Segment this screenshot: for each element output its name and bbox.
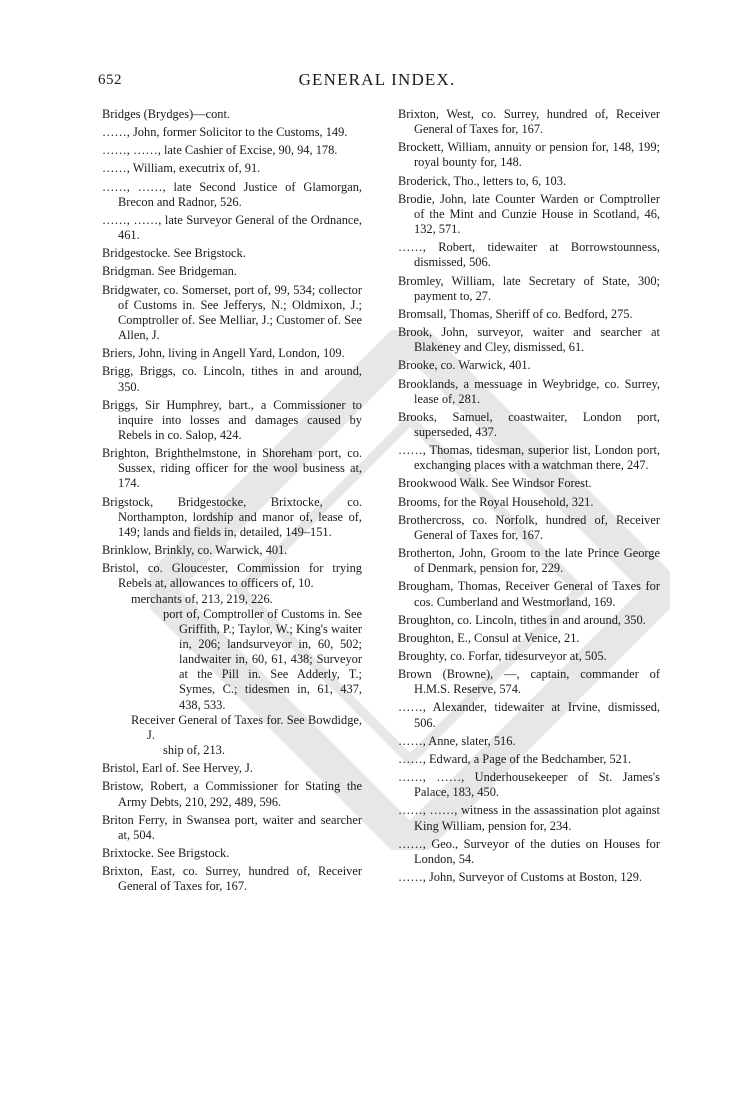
index-column-left: [102, 107, 362, 895]
index-entry: Briers, John, living in Angell Yard, London, 109.: [102, 346, 345, 361]
index-entry: ……, Alexander, tidewaiter at Irvine, dismissed, 506.: [398, 700, 660, 730]
index-entry: Bristol, co. Gloucester, Commission for trying Rebels at, allowances to officers of, 10.: [102, 561, 362, 591]
index-entry: ……, John, former Solicitor to the Customs, 149.: [102, 125, 348, 140]
index-entry: Brook, John, surveyor, waiter and searcher at Blakeney and Cley, dismissed, 61.: [398, 325, 660, 355]
index-entry: Broughty, co. Forfar, tidesurveyor at, 505.: [398, 649, 607, 663]
index-entry: ……, ……, late Second Justice of Glamorgan, Brecon and Radnor, 526.: [102, 179, 362, 209]
running-head: GENERAL INDEX.: [298, 70, 456, 89]
index-entry: Receiver General of Taxes for. See Bowdidge, J.: [131, 712, 362, 742]
index-entry: Briton Ferry, in Swansea port, waiter and searcher at, 504.: [102, 812, 362, 842]
index-entry: Broughton, co. Lincoln, tithes in and around, 350.: [398, 612, 646, 627]
index-entry: ……, Edward, a Page of the Bedchamber, 521.: [398, 751, 632, 766]
index-entry: Broughton, E., Consul at Venice, 21.: [398, 630, 580, 645]
index-entry: ship of, 213.: [163, 743, 225, 758]
index-entry: Brinklow, Brinkly, co. Warwick, 401.: [102, 543, 288, 558]
index-entry: ……, Thomas, tidesman, superior list, London port, exchanging places with a watchman there, 247.: [398, 443, 660, 473]
index-entry: Bridgman. See Bridgeman.: [102, 264, 237, 279]
index-entry: Bridges (Brydges)—cont.: [102, 107, 231, 121]
index-entry: ……, John, Surveyor of Customs at Boston, 129.: [398, 870, 643, 885]
index-entry: Bromley, William, late Secretary of State, 300; payment to, 27.: [398, 273, 660, 303]
index-column-right: [398, 107, 660, 885]
index-entry: Brixton, East, co. Surrey, hundred of, Receiver General of Taxes for, 167.: [102, 864, 362, 894]
index-entry: Broderick, Tho., letters to, 6, 103.: [398, 173, 567, 188]
index-entry: Brotherton, John, Groom to the late Prince George of Denmark, pension for, 229.: [398, 546, 660, 576]
index-entry: port of, Comptroller of Customs in. See Griffith, P.; Taylor, W.; King's waiter in, 206; landsurveyor in, 60, 502; landwaiter in, 60, 61, 438; Surveyor at the Pill in. See Adderly, T.; Symes, C.; tidesmen in, 61, 437, 438, 533.: [163, 606, 362, 712]
index-entry: Brixton, West, co. Surrey, hundred of, Receiver General of Taxes for, 167.: [398, 107, 660, 137]
index-entry: ……, Anne, slater, 516.: [398, 733, 516, 748]
index-entry: Brooklands, a messuage in Weybridge, co. Surrey, lease of, 281.: [398, 376, 660, 406]
index-entry: Bristol, Earl of. See Hervey, J.: [102, 761, 253, 776]
index-entry: Bridgwater, co. Somerset, port of, 99, 534; collector of Customs in. See Jefferys, N.; Oldmixon, J.; Comptroller of. See Melliar, J.; Customer of. See Allen, J.: [102, 282, 362, 343]
index-entry: Brookwood Walk. See Windsor Forest.: [398, 476, 592, 491]
index-entry: Brothercross, co. Norfolk, hundred of, Receiver General of Taxes for, 167.: [398, 512, 660, 542]
index-entry: Bridgestocke. See Brigstock.: [102, 246, 246, 261]
index-entry: Brighton, Brighthelmstone, in Shoreham port, co. Sussex, riding officer for the wool business at, 174.: [102, 446, 362, 491]
index-entry: Brigg, Briggs, co. Lincoln, tithes in and around, 350.: [102, 364, 362, 394]
index-entry: Brown (Browne), —, captain, commander of H.M.S. Reserve, 574.: [398, 667, 660, 697]
index-entry: merchants of, 213, 219, 226.: [131, 591, 273, 606]
index-entry: ……, ……, late Cashier of Excise, 90, 94, 178.: [102, 143, 338, 158]
page-number: 652: [98, 72, 122, 88]
index-entry: Bromsall, Thomas, Sheriff of co. Bedford, 275.: [398, 306, 633, 321]
index-entry: ……, ……, Underhousekeeper of St. James's Palace, 183, 450.: [398, 770, 660, 800]
index-entry: Bristow, Robert, a Commissioner for Stating the Army Debts, 210, 292, 489, 596.: [102, 779, 362, 809]
index-entry: Brooke, co. Warwick, 401.: [398, 358, 531, 373]
index-entry: Brodie, John, late Counter Warden or Comptroller of the Mint and Cunzie House in Scotland, 46, 132, 571.: [398, 191, 660, 237]
index-entry: ……, Robert, tidewaiter at Borrowstounness, dismissed, 506.: [398, 240, 660, 270]
index-entry: Brigstock, Bridgestocke, Brixtocke, co. Northampton, lordship and manor of, lease of, 149; lands and fields in, detailed, 149–151.: [102, 494, 362, 539]
index-entry: Brooms, for the Royal Household, 321.: [398, 494, 594, 509]
index-entry: Brixtocke. See Brigstock.: [102, 846, 230, 861]
index-entry: ……, William, executrix of, 91.: [102, 161, 261, 176]
index-entry: ……, Geo., Surveyor of the duties on Houses for London, 54.: [398, 836, 660, 866]
index-entry: Brockett, William, annuity or pension for, 148, 199; royal bounty for, 148.: [398, 140, 660, 170]
index-entry: ……, ……, late Surveyor General of the Ordnance, 461.: [102, 212, 362, 243]
index-entry: ……, ……, witness in the assassination plot against King William, pension for, 234.: [398, 803, 660, 833]
index-entry: Brougham, Thomas, Receiver General of Taxes for cos. Cumberland and Westmorland, 169.: [398, 579, 660, 609]
index-entry: Briggs, Sir Humphrey, bart., a Commissioner to inquire into losses and damages caused by Rebels in co. Salop, 424.: [102, 397, 362, 442]
index-entry: Brooks, Samuel, coastwaiter, London port, superseded, 437.: [398, 409, 660, 439]
